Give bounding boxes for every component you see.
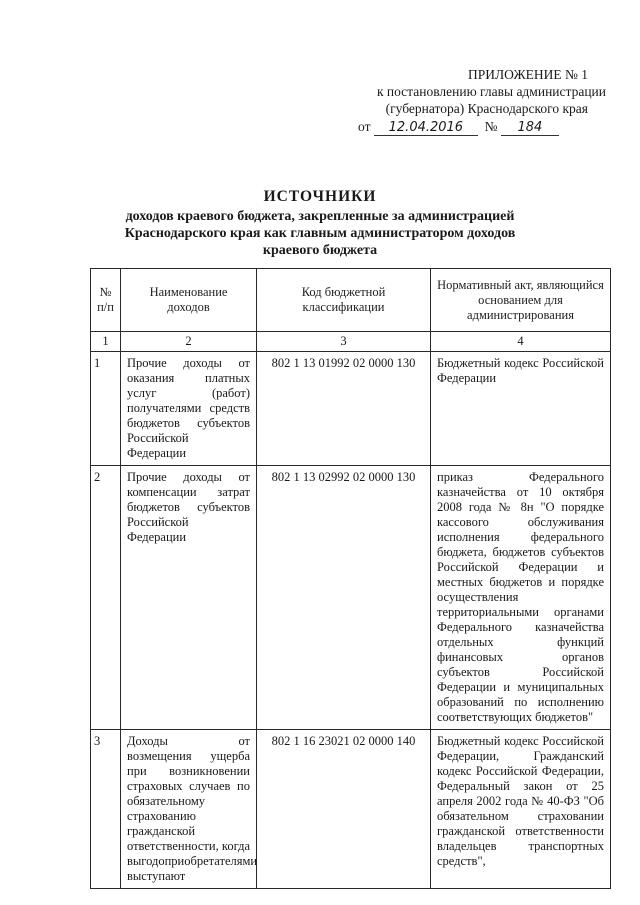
row-act: Бюджетный кодекс Российской Федерации, Гражданский кодекс Российской Федерации, Федеральный закон от 25 апреля 2002 года № 40-ФЗ "Об обязательном страховании гражданской ответственности владельцев транспортных средств", xyxy=(431,730,611,889)
header-act: Нормативный акт, являющийся основанием для администрирования xyxy=(431,269,611,332)
row-name: Прочие доходы от компенсации затрат бюджетов субъектов Российской Федерации xyxy=(121,466,257,730)
row-code: 802 1 13 01992 02 0000 130 xyxy=(257,352,431,466)
header-number: № п/п xyxy=(91,269,121,332)
number-prefix: № xyxy=(484,119,498,134)
appendix-date-line xyxy=(330,118,610,136)
appendix-line-decree: к постановлению главы администрации xyxy=(376,84,606,99)
table-row xyxy=(91,730,611,889)
column-number: 3 xyxy=(257,332,431,352)
column-number: 2 xyxy=(121,332,257,352)
appendix-title: ПРИЛОЖЕНИЕ № 1 xyxy=(467,67,588,82)
row-code: 802 1 13 02992 02 0000 130 xyxy=(257,466,431,730)
row-code: 802 1 16 23021 02 0000 140 xyxy=(257,730,431,889)
table-row xyxy=(91,466,611,730)
revenue-sources-table xyxy=(90,268,611,889)
header-name: Наименование доходов xyxy=(121,269,257,332)
column-number: 4 xyxy=(431,332,611,352)
row-number: 2 xyxy=(91,466,121,730)
row-name: Прочие доходы от оказания платных услуг (работ) получателями средств бюджетов субъектов Российской Федерации xyxy=(121,352,257,466)
document-title xyxy=(120,188,520,259)
row-name: Доходы от возмещения ущерба при возникновении страховых случаев по обязательному страхованию гражданской ответственности, когда выгодоприобретателями выступают xyxy=(121,730,257,889)
row-number: 3 xyxy=(91,730,121,889)
row-act: Бюджетный кодекс Российской Федерации xyxy=(431,352,611,466)
header-code: Код бюджетной классификации xyxy=(257,269,431,332)
row-number: 1 xyxy=(91,352,121,466)
table-header-row xyxy=(91,269,611,332)
appendix-line-governor: (губернатора) Краснодарского края xyxy=(385,101,588,116)
date-prefix: от xyxy=(358,119,371,134)
appendix-block xyxy=(330,66,610,136)
table-row xyxy=(91,352,611,466)
column-number: 1 xyxy=(91,332,121,352)
handwritten-date: 12.04.2016 xyxy=(374,121,478,136)
handwritten-number: 184 xyxy=(501,121,559,136)
title-main: ИСТОЧНИКИ xyxy=(263,188,377,205)
column-number-row xyxy=(91,332,611,352)
title-line-2: Краснодарского края как главным администратором доходов xyxy=(124,226,516,241)
row-act: приказ Федерального казначейства от 10 октября 2008 года № 8н "О порядке кассового обслуживания исполнения федерального бюджета, бюджетов субъектов Российской Федерации и местных бюджетов и порядке осуществления территориальными органами Федерального казначейства отдельных функций финансовых органов субъектов Российской Федерации и муниципальных образований по исполнению соответствующих бюджетов" xyxy=(431,466,611,730)
title-line-3: краевого бюджета xyxy=(262,243,378,258)
title-line-1: доходов краевого бюджета, закрепленные за администрацией xyxy=(125,209,515,224)
